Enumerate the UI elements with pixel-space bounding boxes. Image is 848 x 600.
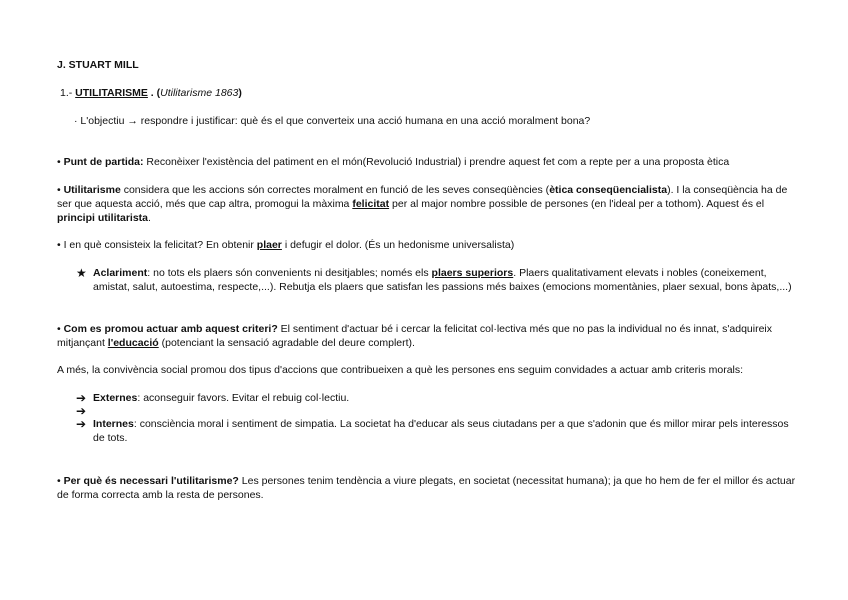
document-title: J. STUART MILL [57,59,139,71]
aclariment-label: Aclariment [93,267,148,279]
paragraph-text: • I en què consisteix la felicitat? En obtenir [57,239,257,251]
paragraph-punt-de-partida [57,155,797,169]
paragraph-text: : no tots els plaers són convenients ni desitjables; només els [147,267,432,279]
bullet: • [57,184,64,196]
paragraph-text: considera que les accions són correctes moralment en funció de les seves conseqüències ( [120,184,550,196]
internes-item [93,417,799,445]
paragraph-per-que [57,474,797,502]
section-close: ) [238,87,242,99]
paragraph-text: . [148,212,151,224]
paragraph-utilitarisme [57,183,797,225]
paragraph-text: Les persones tenim tendència a viure plegats, en societat (necessitat humana); ja que ho hem de fer el millor és actuar de forma correcta amb la resta de persones. [57,475,796,501]
star-icon: ★ [76,266,87,280]
key-term-plaers-superiors: plaers superiors [431,267,514,279]
key-term-educacio: l'educació [107,337,159,349]
paragraph-text: . Plaers qualitativament elevats i nobles (coneixement, amistat, salut, autoestima, respecte,...). Rebutja els plaers que satisfan les passions més baixes (emocions momentànies, plaer sexual, bons àpats,...) [93,267,792,293]
bullet: • [57,323,64,335]
paragraph-text: i defugir el dolor. (És un hedonisme universalista) [281,239,515,251]
paragraph-convivencia: A més, la convivència social promou dos tipus d'accions que contribueixen a què les persones ens seguim convidades a actuar amb criteris morals: [57,364,744,376]
arrow-icon: ➔ [76,391,87,405]
paragraph-text: (potenciant la sensació agradable del deure complert). [158,337,415,349]
section-name: UTILITARISME [75,87,148,99]
paragraph-label: Com es promou actuar amb aquest criteri? [63,323,278,335]
internes-label: Internes [93,418,134,430]
key-term-plaer: plaer [256,239,282,251]
paragraph-text: : aconseguir favors. Evitar el rebuig col·lectiu. [137,392,350,404]
arrow-icon: ➔ [76,404,87,418]
paragraph-text: Reconèixer l'existència del patiment en el món(Revolució Industrial) i prendre aquest fet com a repte per a una proposta ètica [143,156,730,168]
externes-item [93,391,799,405]
paragraph-label: Utilitarisme [63,184,121,196]
bullet: • [57,475,64,487]
paragraph-text: : consciència moral i sentiment de simpatia. La societat ha d'educar als seus ciutadans per a que s'adonin que és millor mirar pels interessos de tots. [93,418,789,444]
paragraph-text: ). I la conseqüència ha de ser que aquesta acció, més que cap altra, promogui la màxima [57,184,788,210]
paragraph-label: Per què és necessari l'utilitarisme? [63,475,239,487]
section-reference: Utilitarisme 1863 [160,87,239,99]
externes-label: Externes [93,392,138,404]
paragraph-text: per al major nombre possible de persones (en l'ideal per a tothom). Aquest és el [389,198,765,210]
bold-term: principi utilitarista [57,212,149,224]
paragraph-felicitat [57,238,797,252]
key-term-felicitat: felicitat [352,198,390,210]
paragraph-label: Punt de partida: [63,156,144,168]
arrow-icon: ➔ [76,417,87,431]
aclariment-item [93,266,799,294]
section-number: 1.- [60,87,76,99]
paragraph-text: El sentiment d'actuar bé i cercar la felicitat col·lectiva més que no pas la individual no és innat, s'adquireix mitjançant [57,323,772,349]
paragraph-com-es-promou [57,322,797,350]
section-separator: . ( [147,87,161,99]
bullet: • [57,156,64,168]
objective-line: · L'objectiu → respondre i justificar: què és el que converteix una acció humana en una acció moralment bona? [74,115,591,127]
section-heading [60,86,800,100]
bold-term: ètica conseqüencialista [549,184,668,196]
